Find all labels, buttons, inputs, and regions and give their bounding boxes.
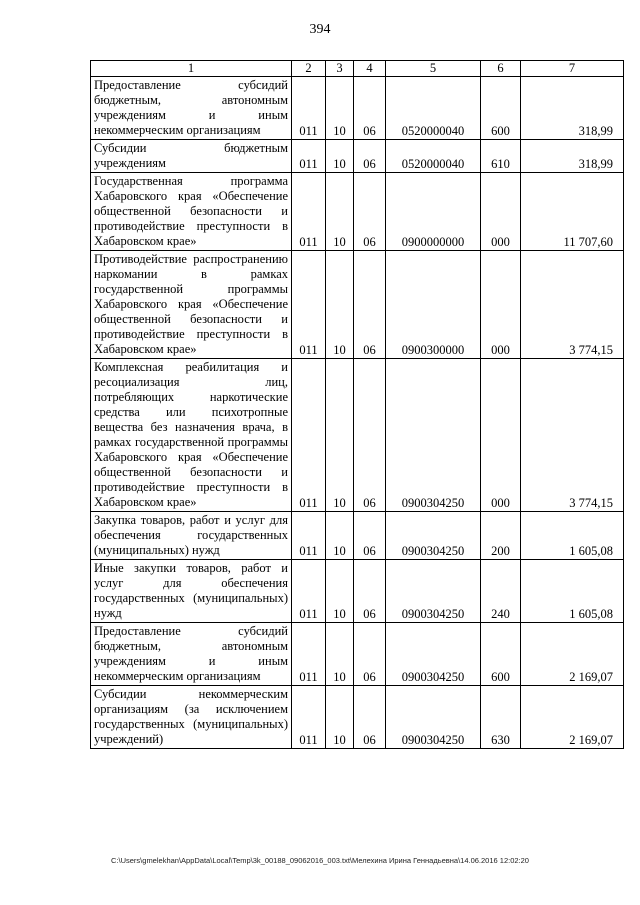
cell-code-2: 011 (292, 173, 326, 251)
cell-code-2: 011 (292, 359, 326, 512)
cell-code-4: 06 (354, 512, 386, 560)
table-row (91, 560, 624, 623)
footer-file-path: C:\Users\gmelekhan\AppData\Local\Temp\3k_00188_09062016_003.txt\Мелехина Ирина Геннадьевна\14.06.2016 12:02:20 (111, 856, 529, 865)
header-col-1: 1 (91, 61, 292, 77)
cell-code-5: 0900000000 (386, 173, 481, 251)
cell-code-5: 0900304250 (386, 686, 481, 749)
table-row (91, 623, 624, 686)
cell-amount: 3 774,15 (521, 359, 624, 512)
cell-code-3: 10 (326, 359, 354, 512)
cell-code-4: 06 (354, 251, 386, 359)
cell-code-5: 0900304250 (386, 512, 481, 560)
header-col-6: 6 (481, 61, 521, 77)
cell-row-name: Закупка товаров, работ и услуг для обеспечения государственных (муниципальных) нужд (91, 512, 292, 560)
header-col-7: 7 (521, 61, 624, 77)
table-row (91, 173, 624, 251)
table-row (91, 251, 624, 359)
cell-code-6: 240 (481, 560, 521, 623)
cell-amount: 1 605,08 (521, 560, 624, 623)
cell-code-3: 10 (326, 560, 354, 623)
table-row (91, 77, 624, 140)
cell-code-6: 600 (481, 77, 521, 140)
cell-code-3: 10 (326, 77, 354, 140)
cell-code-4: 06 (354, 173, 386, 251)
cell-amount: 3 774,15 (521, 251, 624, 359)
cell-code-4: 06 (354, 623, 386, 686)
cell-code-2: 011 (292, 140, 326, 173)
table-row (91, 140, 624, 173)
table-header-row (91, 61, 624, 77)
cell-code-5: 0520000040 (386, 140, 481, 173)
cell-amount: 2 169,07 (521, 686, 624, 749)
cell-code-2: 011 (292, 251, 326, 359)
cell-code-5: 0900304250 (386, 359, 481, 512)
cell-code-6: 610 (481, 140, 521, 173)
cell-amount: 318,99 (521, 140, 624, 173)
cell-row-name: Комплексная реабилитация и ресоциализация лиц, потребляющих наркотические средства или психотропные вещества без назначения врача, в рамках государственной программы Хабаровского края «Обеспечение общественной безопасности и противодействие преступности в Хабаровском крае» (91, 359, 292, 512)
cell-code-3: 10 (326, 173, 354, 251)
header-col-2: 2 (292, 61, 326, 77)
cell-code-4: 06 (354, 359, 386, 512)
cell-code-4: 06 (354, 77, 386, 140)
cell-code-3: 10 (326, 512, 354, 560)
cell-code-2: 011 (292, 77, 326, 140)
cell-row-name: Государственная программа Хабаровского края «Обеспечение общественной безопасности и противодействие преступности в Хабаровском крае» (91, 173, 292, 251)
cell-code-5: 0900304250 (386, 560, 481, 623)
cell-code-4: 06 (354, 140, 386, 173)
cell-row-name: Субсидии бюджетным учреждениям (91, 140, 292, 173)
cell-code-6: 000 (481, 251, 521, 359)
cell-code-5: 0520000040 (386, 77, 481, 140)
cell-code-4: 06 (354, 686, 386, 749)
cell-amount: 11 707,60 (521, 173, 624, 251)
cell-code-3: 10 (326, 623, 354, 686)
cell-amount: 1 605,08 (521, 512, 624, 560)
budget-table (90, 60, 624, 749)
table-row (91, 359, 624, 512)
cell-row-name: Субсидии некоммерческим организациям (за исключением государственных (муниципальных) учреждений) (91, 686, 292, 749)
header-col-4: 4 (354, 61, 386, 77)
cell-code-6: 000 (481, 359, 521, 512)
cell-code-4: 06 (354, 560, 386, 623)
cell-code-3: 10 (326, 686, 354, 749)
cell-amount: 2 169,07 (521, 623, 624, 686)
cell-code-5: 0900304250 (386, 623, 481, 686)
cell-code-5: 0900300000 (386, 251, 481, 359)
cell-row-name: Предоставление субсидий бюджетным, автономным учреждениям и иным некоммерческим организациям (91, 623, 292, 686)
table-row (91, 686, 624, 749)
cell-code-3: 10 (326, 140, 354, 173)
cell-code-6: 200 (481, 512, 521, 560)
header-col-3: 3 (326, 61, 354, 77)
cell-row-name: Предоставление субсидий бюджетным, автономным учреждениям и иным некоммерческим организациям (91, 77, 292, 140)
cell-code-3: 10 (326, 251, 354, 359)
cell-code-6: 000 (481, 173, 521, 251)
cell-code-2: 011 (292, 623, 326, 686)
page-number: 394 (309, 22, 331, 37)
table-row (91, 512, 624, 560)
header-col-5: 5 (386, 61, 481, 77)
cell-row-name: Противодействие распространению наркомании в рамках государственной программы Хабаровского края «Обеспечение общественной безопасности и противодействие преступности в Хабаровском крае» (91, 251, 292, 359)
cell-code-2: 011 (292, 686, 326, 749)
cell-row-name: Иные закупки товаров, работ и услуг для обеспечения государственных (муниципальных) нужд (91, 560, 292, 623)
cell-code-6: 630 (481, 686, 521, 749)
cell-code-6: 600 (481, 623, 521, 686)
cell-amount: 318,99 (521, 77, 624, 140)
cell-code-2: 011 (292, 512, 326, 560)
cell-code-2: 011 (292, 560, 326, 623)
